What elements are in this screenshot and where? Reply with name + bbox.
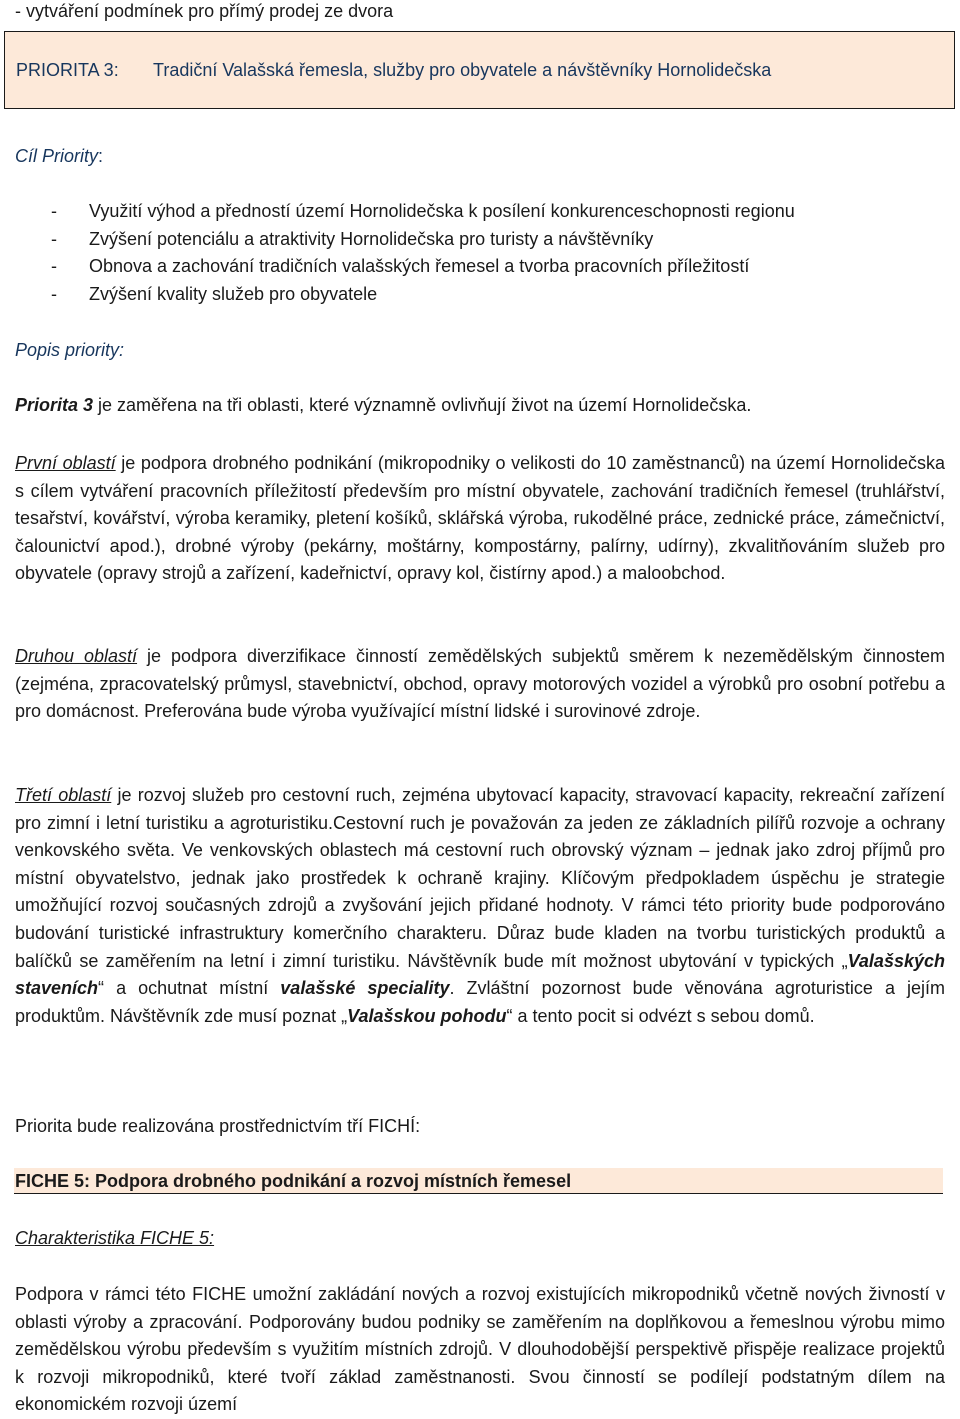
area2-paragraph: [15, 643, 945, 726]
realization-line: Priorita bude realizována prostřednictvím tří FICHÍ:: [15, 1116, 421, 1136]
intro-paragraph: [15, 392, 751, 420]
goal-item: - Zvýšení kvality služeb pro obyvatele: [51, 281, 795, 309]
area3-emphasis-2: valašské speciality: [280, 978, 450, 999]
goals-heading-colon: :: [98, 146, 104, 166]
area2-label: Druhou oblastí: [15, 646, 138, 666]
goal-item: - Zvýšení potenciálu a atraktivity Hornolidečska pro turisty a návštěvníky: [51, 226, 795, 254]
goals-heading-text: Cíl Priority: [15, 146, 99, 166]
priority-label: PRIORITA 3:: [16, 60, 119, 80]
goals-list: [51, 198, 795, 308]
description-heading: Popis priority:: [15, 340, 125, 360]
area2-text: je podpora diverzifikace činností zemědělských subjektů směrem k nezemědělským činnostem (zejména, zpracovatelský průmysl, stavebnictví, obchod, opravy motorových vozidel a výrobků pro osobní potřebu a pro domácnost. Preferována bude výroba využívající místní lidské i surovinové zdroje.: [15, 646, 945, 722]
goals-heading: [15, 143, 103, 171]
area1-label: První oblastí: [15, 453, 116, 473]
area3-text-a: je rozvoj služeb pro cestovní ruch, zejména ubytovací kapacity, stravovací kapacity, rekreační zařízení pro zimní i letní turistiku a agroturistiku.Cestovní ruch je považován za jeden ze základních pilířů rozvoje a ochrany venkovského světa. Ve venkovských oblastech má cestovní ruch obrovský význam – jednak jako zdroj příjmů pro místní obyvatelstvo, jednak jako prostředek k ochraně krajiny. Klíčovým předpokladem úspěchu je strategie umožňující rozvoj současných zdrojů a zvyšování jejich přidané hodnoty. V rámci této priority bude podporováno budování turistické infrastruktury komerčního charakteru. Důraz bude kladen na tvorbu turistických produktů a balíčků se zaměřením na letní i zimní turistiku. Návštěvník bude mít možnost ubytování v typických „: [15, 785, 945, 971]
fiche5-title-bar: FICHE 5: Podpora drobného podnikání a rozvoj místních řemesel: [14, 1168, 943, 1194]
goal-item: - Obnova a zachování tradičních valašských řemesel a tvorba pracovních příležitostí: [51, 253, 795, 281]
area3-text-b: “ a ochutnat místní: [98, 978, 281, 999]
area3-text-c: . Zvláštní pozornost bude věnována agroturistice a jejím produktům. Návštěvník zde musí poznat „: [15, 978, 945, 1026]
goal-item: - Využití výhod a předností území Hornolidečska k posílení konkurenceschopnosti regionu: [51, 198, 795, 226]
intro-bold: Priorita 3: [15, 395, 94, 415]
area1-text: je podpora drobného podnikání (mikropodniky o velikosti do 10 zaměstnanců) na území Hornolidečska s cílem vytváření pracovních příležitostí především pro místní obyvatele, zachování tradičních řemesel (truhlářství, tesařství, kovářství, výroba keramiky, pletení košíků, sklářská výroba, rukodělné práce, zednické práce, zámečnictví, čalounictví apod.), drobné výroby (pekárny, moštárny, kompostárny, palírny, udírny), zkvalitňováním služeb pro obyvatele (opravy strojů a zařízení, kadeřnictví, opravy kol, čistírny apod.) a maloobchod.: [15, 453, 945, 584]
intro-rest: je zaměřena na tři oblasti, které významně ovlivňují život na území Hornolidečska.: [93, 395, 752, 415]
area3-paragraph: [15, 782, 945, 1030]
area3-emphasis-3: Valašskou pohodu: [347, 1005, 507, 1026]
priority-title: Tradiční Valašská řemesla, služby pro obyvatele a návštěvníky Hornolidečska: [153, 60, 772, 80]
fiche5-paragraph: Podpora v rámci této FICHE umožní zakládání nových a rozvoj existujících mikropodniků včetně nových živností v oblasti výroby a zpracování. Podporovány budou podniky se zaměřením na doplňkovou a řemeslnou výrobu mimo zemědělskou výrobu především s využitím místních zdrojů. V dlouhodobější perspektivě přispěje realizace projektů k rozvoji mikropodniků, které tvoří základ zaměstnanosti. Svou činností se podílejí podstatným dílem na ekonomickém rozvoji území: [15, 1284, 945, 1415]
fiche5-characteristics-heading: Charakteristika FICHE 5:: [15, 1228, 215, 1248]
top-line: - vytváření podmínek pro přímý prodej ze dvora: [15, 1, 394, 21]
area3-emphasis-1: Valašských staveních: [15, 950, 945, 999]
priority-header-box: [4, 31, 955, 109]
area3-label: Třetí oblastí: [15, 785, 112, 805]
area1-paragraph: [15, 450, 945, 588]
area3-text-d: “ a tento pocit si odvézt s sebou domů.: [506, 1005, 815, 1026]
